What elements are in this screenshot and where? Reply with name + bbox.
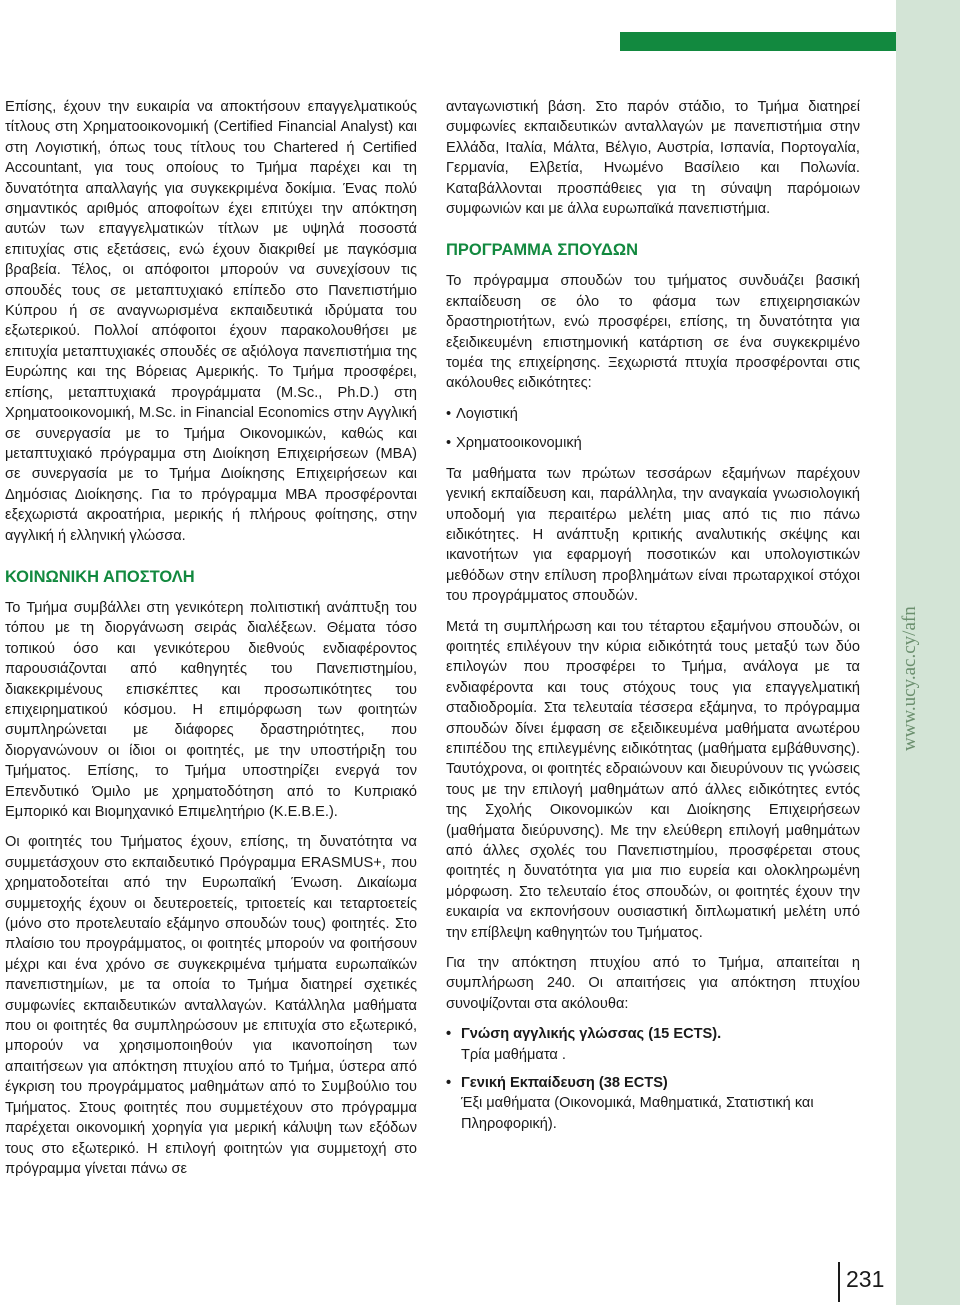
continued-paragraph: ανταγωνιστική βάση. Στο παρόν στάδιο, το Τμήμα διατηρεί συμφωνίες εκπαιδευτικών ανταλλαγών με πανεπιστήμια στην Ελλάδα, Ιταλία, Μάλτα, Βέλγιο, Αυστρία, Ισπανία, Πορτογαλία, Γερμανία, Ελβετία, Ηνωμένο Βασίλειο και Πολωνία. Καταβάλλονται προσπάθειες για τη σύναψη παρόμοιων συμφωνιών και με άλλα ευρωπαϊκά πανεπιστήμια. [446, 99, 860, 218]
section-heading-social-mission: ΚΟΙΝΩΝΙΚΗ ΑΠΟΣΤΟΛΗ [5, 567, 195, 586]
list-item [446, 1073, 860, 1134]
section-heading-curriculum: ΠΡΟΓΡΑΜΜΑ ΣΠΟΥΔΩΝ [446, 241, 639, 260]
website-url: www.ucy.ac.cy/afn [899, 606, 920, 751]
requirement-title: • Γενική Εκπαίδευση (38 ECTS) [461, 1075, 668, 1092]
requirement-title: • Γνώση αγγλικής γλώσσας (15 ECTS). [461, 1026, 722, 1043]
left-column [5, 97, 417, 1179]
curriculum-paragraph-2: Τα μαθήματα των πρώτων τεσσάρων εξαμήνων παρέχουν γενική εκπαίδευση και, παράλληλα, την αναγκαία γνωσιολογική υποδομή για περαιτέρω μελέτη μιας από τις πιο πάνω ειδικότητες. Η ανάπτυξη κριτικής αναλυτικής σκέψης και ικανοτήτων για εφαρμογή ποσοτικών και υπολογιστικών μεθόδων στην επίλυση προβλημάτων είναι πρωταρχικοί στόχοι του προγράμματος σπουδών. [446, 465, 860, 605]
curriculum-paragraph-1: Το πρόγραμμα σπουδών του τμήματος συνδυάζει βασική εκπαίδευση σε όλο το φάσμα των επιχειρησιακών δραστηριοτήτων, ενώ προσφέρει, επίσης, τη δυνατότητα για εξειδικευμένη επιστημονική κατάρτιση σε ένα συγκεκριμένο τομέα της επιχείρησης. Ξεχωριστά πτυχία προσφέρονται στις ακόλουθες ειδικότητες: [446, 273, 860, 392]
requirement-description: Τρία μαθήματα . [461, 1046, 566, 1063]
page-number-divider [838, 1262, 840, 1302]
requirements-list [446, 1024, 860, 1134]
list-item: • Χρηματοοικονομική [446, 433, 860, 453]
curriculum-paragraph-4: Για την απόκτηση πτυχίου από το Τμήμα, απαιτείται η συμπλήρωση 240. Οι απαιτήσεις για απόκτηση πτυχίου συνοψίζονται στα ακόλουθα: [446, 955, 860, 1012]
right-column [446, 97, 860, 1142]
list-item [446, 1024, 860, 1065]
specialization-list [446, 404, 860, 454]
curriculum-paragraph-3: Μετά τη συμπλήρωση και του τέταρτου εξαμήνου σπουδών, οι φοιτητές επιλέγουν την κύρια ειδικότητά τους μεταξύ των δύο επιλογών που προσφέρει το Τμήμα, ανάλογα με τα ενδιαφέροντα και τους στόχους τους για επαγγελματική σταδιοδρομία. Στα τελευταία τέσσερα εξάμηνα, το πρόγραμμα σπουδών δίνει έμφαση σε εξειδικευμένα μαθήματα ανωτέρου επιπέδου της επιλεγμένης ειδικότητας (μαθήματα εμβάθυνσης). Ταυτόχρονα, οι φοιτητές εδραιώνουν και διευρύνουν τις γνώσεις τους με την επιλογή μαθημάτων από άλλες ειδικότητες εντός της Σχολής Οικονομικών και Διοίκησης Επιχειρήσεων (μαθήματα διεύρυνσης). Με την ελεύθερη επιλογή μαθημάτων από άλλες σχολές του Πανεπιστημίου, προσφέρεται στους φοιτητές η δυνατότητα για μια πιο ευρεία και ολοκληρωμένη μόρφωση. Στο τελευταίο έτος σπουδών, οι φοιτητές έχουν την ευκαιρία να εκπονήσουν ουσιαστική διπλωματική μελέτη υπό την επίβλεψη καθηγητών του Τμήματος. [446, 618, 860, 941]
social-mission-paragraph-2: Οι φοιτητές του Τμήματος έχουν, επίσης, τη δυνατότητα να συμμετάσχουν στο εκπαιδευτικό Πρόγραμμα ERASMUS+, που χρηματοδοτείται από την Ευρωπαϊκή Ένωση. Δικαίωμα συμμετοχής έχουν οι δευτεροετείς, τριτοετείς και τεταρτοετείς (μόνο στο προτελευταίο εξάμηνο σπουδών τους) φοιτητές. Στο πλαίσιο του προγράμματος, οι φοιτητές μπορούν να φοιτήσουν μέχρι και ένα χρόνο σε συγκεκριμένα τμήματα ευρωπαϊκών πανεπιστημίων, με τα οποία το Τμήμα διατηρεί σχετικές συμφωνίες εκπαιδευτικών ανταλλαγών. Κατάλληλα μαθήματα που οι φοιτητές θα συμπληρώσουν με επιτυχία στο εξωτερικό, μπορούν να χρησιμοποιηθούν για ικανοποίηση των απαιτήσεων για απόκτηση πτυχίου από το Τμήμα, ύστερα από έγκριση του προγράμματος μαθημάτων από το Συμβούλιο του Τμήματος. Στους φοιτητές που συμμετέχουν στο πρόγραμμα παρέχεται οικονομική χορηγία για μερική κάλυψη των εξόδων τους στο εξωτερικό. Η επιλογή φοιτητών για συμμετοχή στο πρόγραμμα γίνεται πάνω σε [5, 834, 417, 1177]
social-mission-paragraph-1: Το Τμήμα συμβάλλει στη γενικότερη πολιτιστική ανάπτυξη του τόπου με τη διοργάνωση σειράς διαλέξεων. Θέματα τόσο τοπικού όσο και γενικότερου διεθνούς ενδιαφέροντος παρουσιάζονται από καθηγητές του Πανεπιστημίου, διακεκριμένους επισκέπτες και προσωπικότητες του επιχειρηματικού κόσμου. Η επιμόρφωση των φοιτητών συμπληρώνεται με διάφορες δραστηριότητες, που διοργανώνουν οι ίδιοι οι φοιτητές, με την υποστήριξη του Τμήματος. Επίσης, το Τμήμα υποστηρίζει ενεργά τον Επενδυτικό Όμιλο με χρηματοδότηση από το Κυπριακό Εμπορικό και Βιομηχανικό Επιμελητήριο (Κ.Ε.Β.Ε.). [5, 599, 417, 820]
intro-paragraph: Επίσης, έχουν την ευκαιρία να αποκτήσουν επαγγελματικούς τίτλους στη Χρηματοοικονομική (Certified Financial Analyst) και στη Λογιστική, όπως τους τίτλους του Chartered ή Certified Accountant, για τους οποίους το Τμήμα παρέχει και τη δυνατότητα απαλλαγής για συγκεκριμένα δοκίμια. Ένας πολύ σημαντικός αριθμός αποφοίτων έχει επιτύχει την απόκτηση αυτών των επαγγελματικών τίτλων με υψηλά ποσοστά επιτυχίας στις εξετάσεις, ενώ έχουν διακριθεί με παγκόσμια βραβεία. Τέλος, οι απόφοιτοι μπορούν να συνεχίσουν τις σπουδές τους σε μεταπτυχιακό επίπεδο στο Πανεπιστήμιο Κύπρου ή σε αναγνωρισμένα εκπαιδευτικά ιδρύματα του εξωτερικού. Πολλοί απόφοιτοι έχουν παρακολουθήσει με επιτυχία μεταπτυχιακές σπουδές σε αξιόλογα πανεπιστήμια της Ευρώπης και της Βόρειας Αμερικής. Το Τμήμα προσφέρει, επίσης, μεταπτυχιακά προγράμματα (M.Sc., Ph.D.) στη Χρηματοοικονομική, M.Sc. in Financial Economics στην Αγγλική σε συνεργασία με το Τμήμα Οικονομικών, καθώς και μεταπτυχιακό πρόγραμμα στη Διοίκηση Επιχειρήσεων (MBA) σε συνεργασία με το Τμήμα Διοίκησης Επιχειρήσεων και Δημόσιας Διοίκησης. Για το πρόγραμμα MBA προσφέρονται εξεχωριστά ακροατήρια, μερικής ή πλήρους φοίτησης, στην αγγλική ή ελληνική γλώσσα. [5, 99, 417, 544]
header-accent-bar [620, 32, 896, 51]
page-number: 231 [846, 1266, 885, 1292]
list-item: • Λογιστική [446, 404, 860, 424]
requirement-description: Έξι μαθήματα (Οικονομικά, Μαθηματικά, Στατιστική και Πληροφορική). [461, 1095, 814, 1132]
